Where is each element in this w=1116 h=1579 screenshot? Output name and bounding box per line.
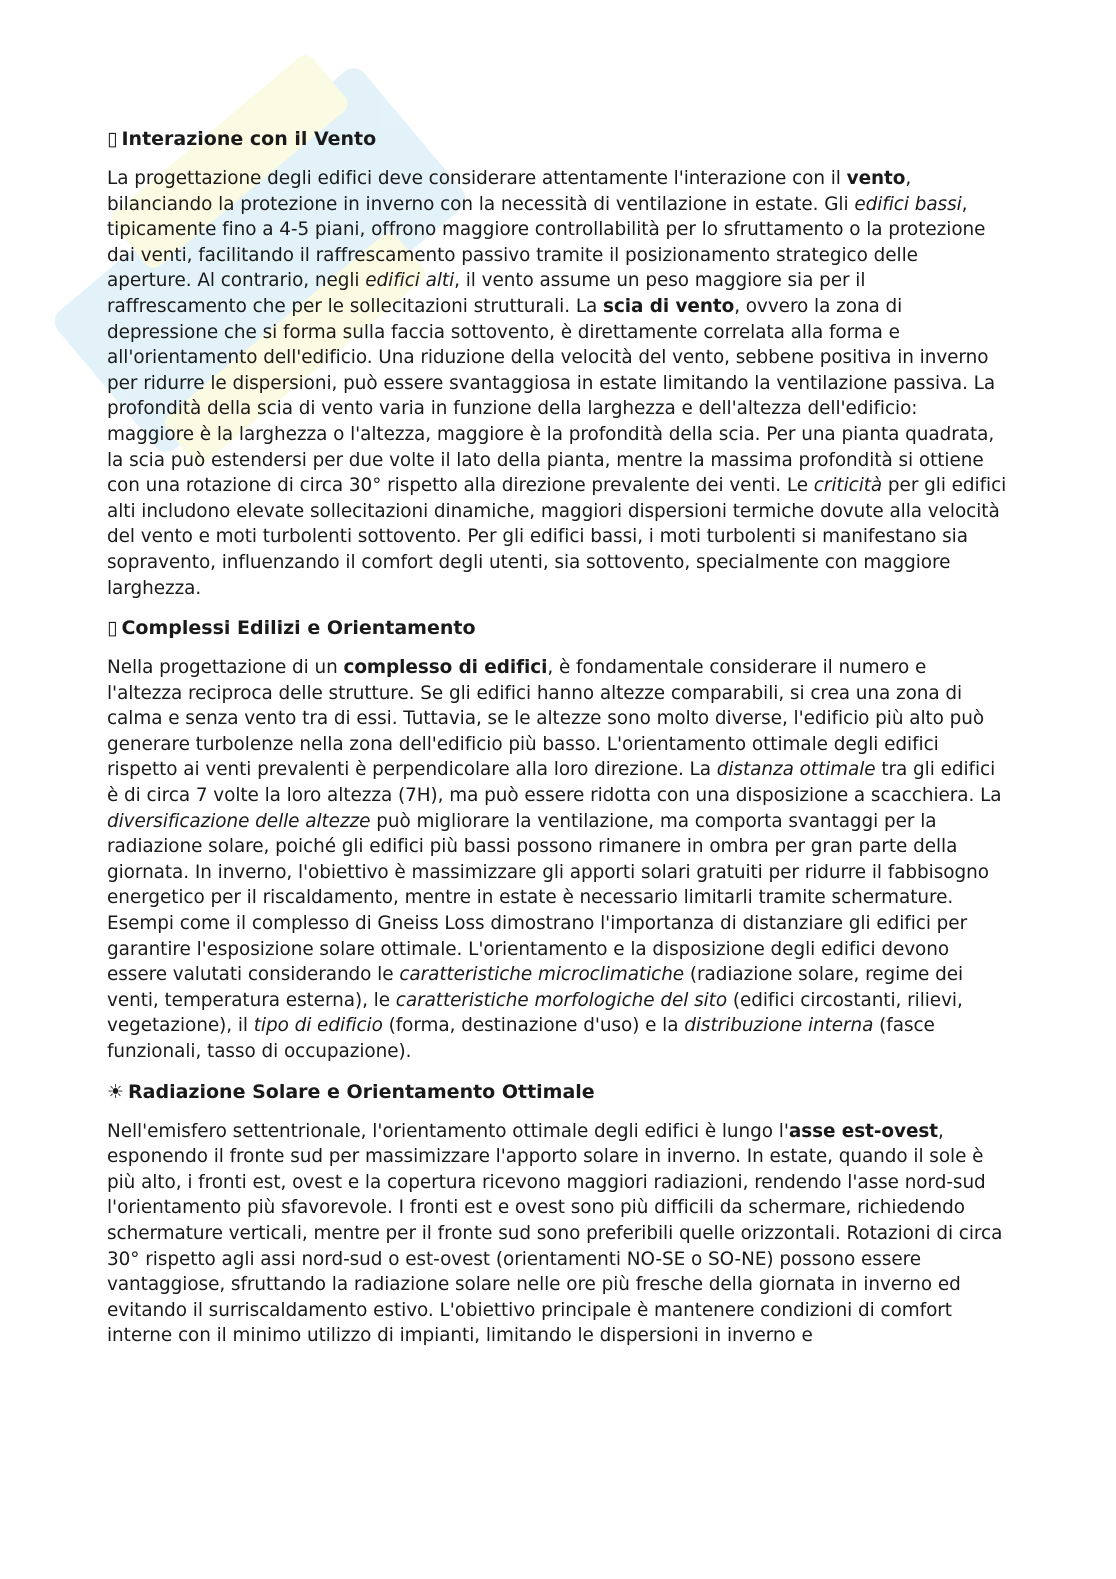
text-run: (forma, destinazione d'uso) e la — [382, 1015, 685, 1037]
text-run-italic: distanza ottimale — [716, 759, 876, 781]
text-run: , il vento assume un peso maggiore sia per il raffrescamento che per le sollecitazioni strutturali. La — [107, 270, 866, 317]
text-run: La progettazione degli edifici deve considerare attentamente l'interazione con il — [107, 168, 847, 189]
text-run-italic: distribuzione interna — [684, 1015, 874, 1037]
text-run-bold: vento — [846, 168, 906, 189]
text-run: , esponendo il fronte sud per massimizzare l'apporto solare in inverno. In estate, quando il sole è più alto, i fronti est, ovest e la copertura ricevono maggiori radiazioni, rendendo l'asse nord-sud l'orientamento più sfavorevole. I fronti est e ovest sono più difficili da schermare, richiedendo schermature verticali, mentre per il fronte sud sono preferibili quelle orizzontali. Rotazioni di circa 30° rispetto agli assi nord-sud o est-ovest (orientamenti NO-SE o SO-NE) possono essere vantaggiose, sfruttando la radiazione solare nelle ore più fresche della giornata in inverno ed evitando il surriscaldamento estivo. L'obiettivo principale è mantenere condizioni di comfort interne con il minimo utilizzo di impianti, limitando le dispersioni in inverno e — [107, 1120, 1003, 1347]
text-run: tra gli edifici è di circa 7 volte la loro altezza (7H), ma può essere ridotta con una disposizione a scacchiera. La — [107, 759, 1002, 807]
sun-icon: ☀ — [107, 1080, 125, 1103]
text-run-italic: criticità — [813, 475, 883, 497]
text-run: , tipicamente fino a 4-5 piani, offrono maggiore controllabilità per lo sfruttamento o la protezione dai venti, facilitando il raffrescamento passivo tramite il posizionamento strategico delle aperture. Al contrario, negli — [107, 193, 986, 292]
text-run-bold: complesso di edifici — [343, 657, 548, 679]
section-heading — [107, 126, 1007, 152]
text-run: (edifici circostanti, rilievi, vegetazione), il — [107, 989, 963, 1037]
text-run: , ovvero la zona di depressione che si forma sulla faccia sottovento, è direttamente correlata alla forma e all'orientamento dell'edificio. Una riduzione della velocità del vento, sebbene positiva in inverno per ridurre le dispersioni, può essere svantaggiosa in estate limitando la ventilazione passiva. La profondità della scia di vento varia in funzione della larghezza e dell'altezza dell'edificio: maggiore è la larghezza o l'altezza, maggiore è la profondità della scia. Per una pianta quadrata, la scia può estendersi per due volte il lato della pianta, mentre la massima profondità si ottiene con una rotazione di circa 30° rispetto alla direzione prevalente dei venti. Le — [107, 295, 996, 497]
text-run: può migliorare la ventilazione, ma comporta svantaggi per la radiazione solare, poiché gli edifici più bassi possono rimanere in ombra per gran parte della giornata. In inverno, l'obiettivo è massimizzare gli apporti solari gratuiti per ridurre il fabbisogno energetico per il riscaldamento, mentre in estate è necessario limitarli tramite schermature. Esempi come il complesso di Gneiss Loss dimostrano l'importanza di distanziare gli edifici per garantire l'esposizione solare ottimale. L'orientamento e la disposizione degli edifici devono essere valutati considerando le — [107, 810, 989, 986]
missing-emoji-icon: ▯ — [107, 128, 118, 150]
text-run: (fasce funzionali, tasso di occupazione). — [107, 1015, 935, 1062]
section-title: Interazione con il Vento — [121, 128, 377, 150]
section-heading — [107, 1079, 1007, 1105]
section-title: Complessi Edilizi e Orientamento — [121, 617, 476, 640]
text-run-italic: caratteristiche microclimatiche — [399, 964, 685, 986]
section-paragraph — [107, 166, 1007, 601]
text-run-bold: scia di vento — [603, 295, 735, 317]
text-run-italic: diversificazione delle altezze — [107, 810, 371, 832]
text-run: (radiazione solare, regime dei venti, temperatura esterna), le — [107, 964, 964, 1011]
section-paragraph — [107, 1119, 1007, 1349]
text-run-bold: asse est-ovest — [788, 1120, 938, 1142]
text-run-italic: tipo di edificio — [253, 1015, 383, 1037]
section-paragraph — [107, 655, 1007, 1065]
text-run: , bilanciando la protezione in inverno con la necessità di ventilazione in estate. Gli — [107, 168, 912, 215]
text-run-italic: edifici bassi — [854, 193, 962, 215]
section-title: Radiazione Solare e Orientamento Ottimale — [128, 1080, 595, 1103]
text-run-italic: edifici alti — [365, 270, 455, 292]
text-run-italic: caratteristiche morfologiche del sito — [395, 989, 728, 1011]
text-run: Nell'emisfero settentrionale, l'orientamento ottimale degli edifici è lungo l' — [107, 1120, 789, 1142]
section-heading — [107, 615, 1007, 641]
text-run: , è fondamentale considerare il numero e l'altezza reciproca delle strutture. Se gli edifici hanno altezze comparabili, si crea una zona di calma e senza vento tra di essi. Tuttavia, se le altezze sono molto diverse, l'edificio più alto può generare turbolenze nella zona dell'edificio più basso. L'orientamento ottimale degli edifici rispetto ai venti prevalenti è perpendicolare alla loro direzione. La — [107, 657, 985, 781]
text-run: Nella progettazione di un — [107, 657, 344, 679]
text-run: per gli edifici alti includono elevate sollecitazioni dinamiche, maggiori dispersioni termiche dovute alla velocità del vento e moti turbolenti sottovento. Per gli edifici bassi, i moti turbolenti si manifestano sia sopravento, influenzando il comfort degli utenti, sia sottovento, specialmente con maggiore larghezza. — [107, 475, 1007, 599]
document-page — [107, 126, 1007, 1363]
missing-emoji-icon: ▯ — [107, 617, 118, 640]
